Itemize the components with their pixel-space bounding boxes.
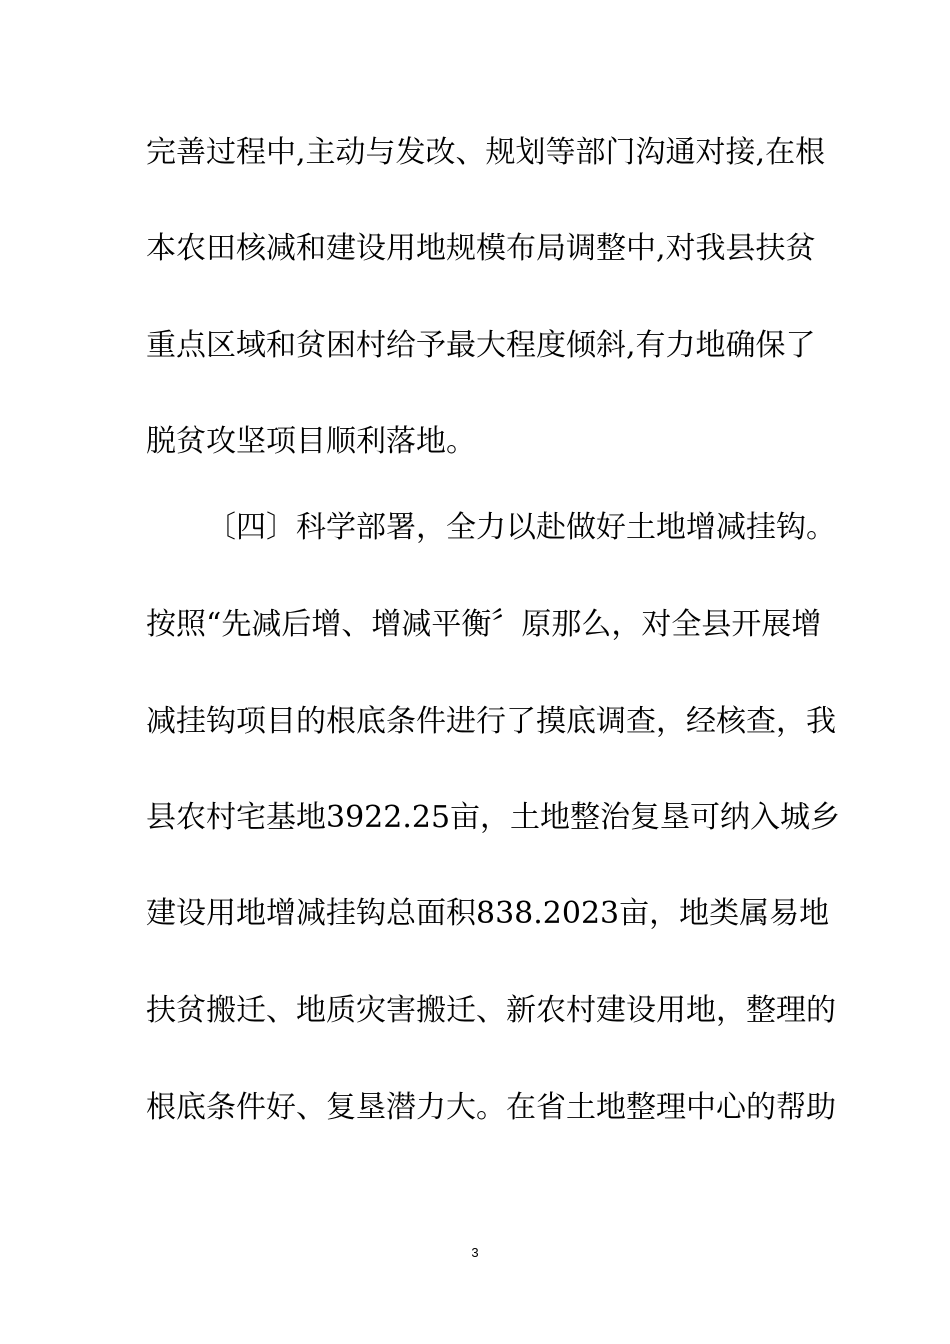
text-line: 扶贫搬迁、地质灾害搬迁、新农村建设用地，整理的 — [146, 993, 836, 1028]
text-line: 脱贫攻坚项目顺利落地。 — [146, 424, 476, 459]
page-number: 3 — [471, 1245, 479, 1260]
text-line: 根底条件好、复垦潜力大。在省土地整理中心的帮助 — [146, 1090, 836, 1125]
text-line: 按照“先减后增、增减平衡〞原那么，对全县开展增 — [146, 607, 822, 642]
text-line: 完善过程中,主动与发改、规划等部门沟通对接,在根 — [146, 135, 826, 170]
text-line: 本农田核减和建设用地规模布局调整中,对我县扶贫 — [146, 231, 816, 266]
text-line: 建设用地增减挂钩总面积838.2023亩，地类属易地 — [146, 896, 830, 931]
section-heading-line: 〔四〕科学部署，全力以赴做好土地增减挂钩。 — [206, 510, 836, 545]
text-line: 县农村宅基地3922.25亩，土地整治复垦可纳入城乡 — [146, 800, 841, 835]
text-line: 减挂钩项目的根底条件进行了摸底调查，经核查，我 — [146, 704, 836, 739]
text-line: 重点区域和贫困村给予最大程度倾斜,有力地确保了 — [146, 328, 816, 363]
